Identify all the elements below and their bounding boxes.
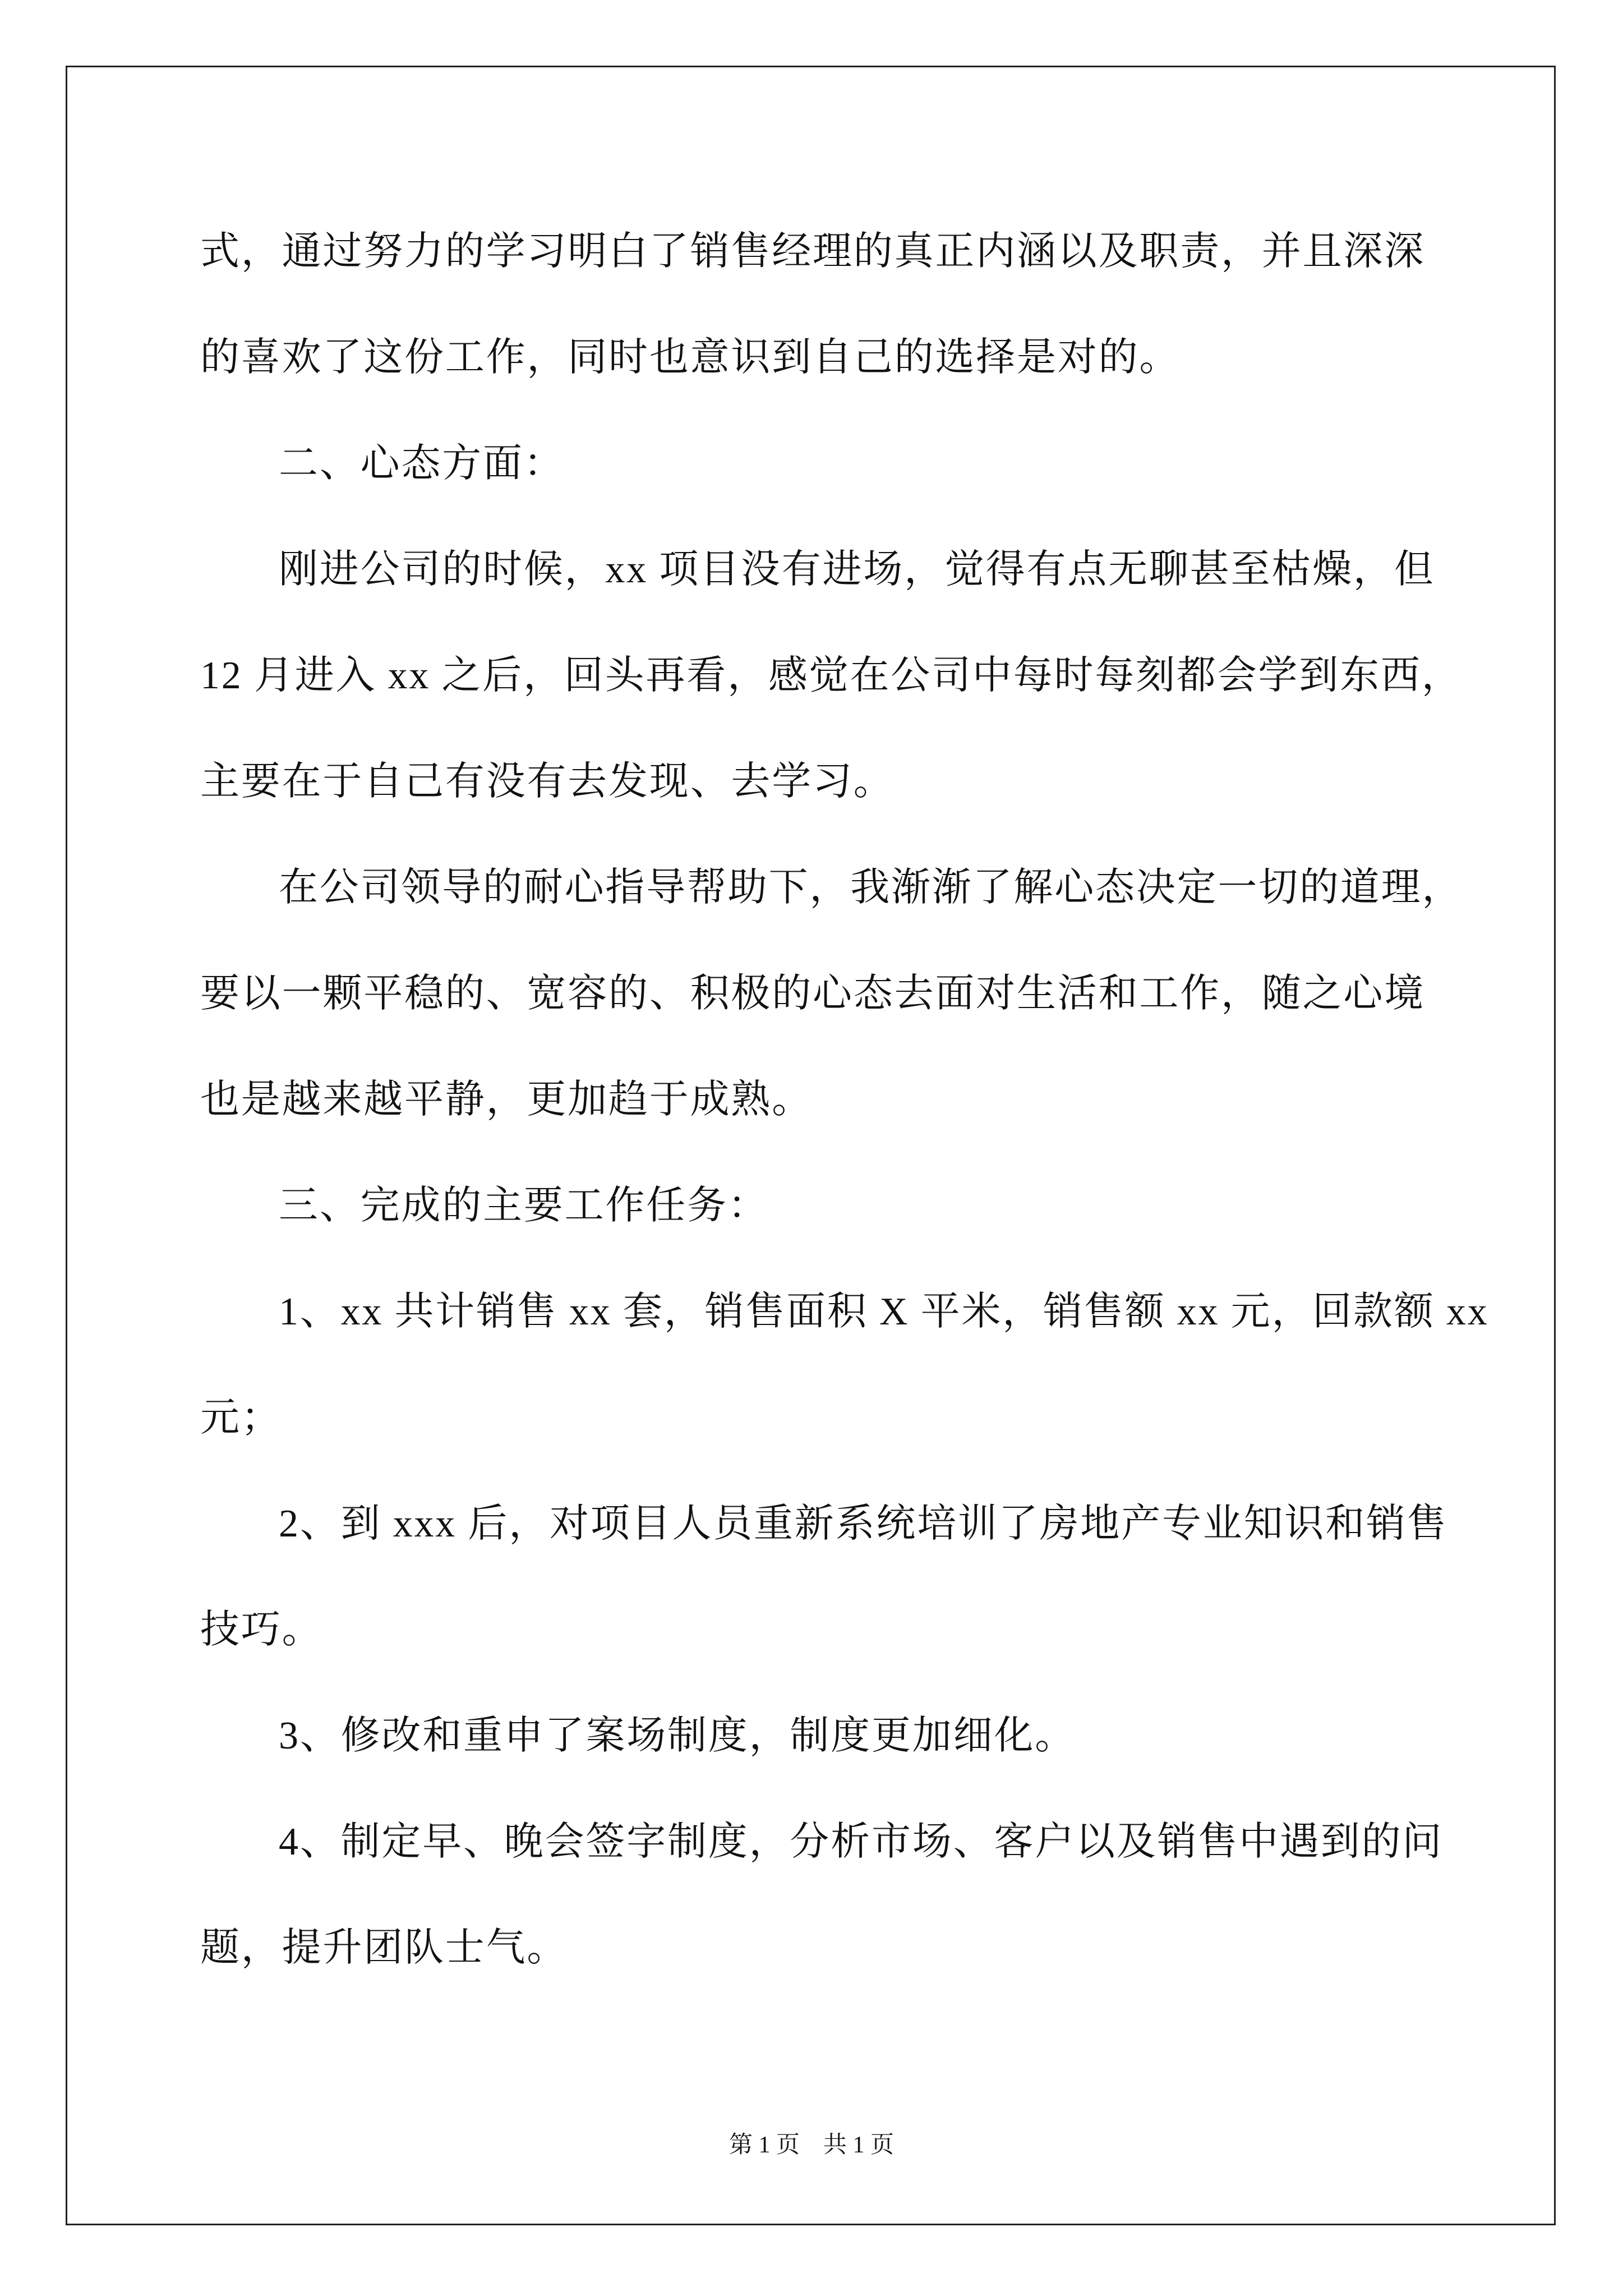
text-line: 刚进公司的时候，xx 项目没有进场，觉得有点无聊甚至枯燥，但 bbox=[279, 548, 1435, 591]
list-item bbox=[200, 1259, 1490, 1471]
paragraph bbox=[200, 835, 1490, 1153]
text-line: 要以一颗平稳的、宽容的、积极的心态去面对生活和工作，随之心境 bbox=[200, 972, 1425, 1015]
document-body bbox=[200, 199, 1490, 2001]
text-line: 12 月进入 xx 之后，回头再看，感觉在公司中每时每刻都会学到东西， bbox=[200, 654, 1463, 697]
text-line: 也是越来越平静，更加趋于成熟。 bbox=[200, 1078, 813, 1121]
text-line: 式，通过努力的学习明白了销售经理的真正内涵以及职责，并且深深 bbox=[200, 230, 1425, 273]
text-line: 三、完成的主要工作任务： bbox=[279, 1184, 769, 1227]
list-item bbox=[200, 1683, 1490, 1789]
paragraph-continuation bbox=[200, 199, 1490, 411]
text-line: 4、制定早、晚会签字制度，分析市场、客户以及销售中遇到的问 bbox=[279, 1820, 1444, 1864]
list-item bbox=[200, 1789, 1490, 2001]
text-line: 的喜欢了这份工作，同时也意识到自己的选择是对的。 bbox=[200, 336, 1181, 379]
text-line: 技巧。 bbox=[200, 1608, 323, 1651]
section-heading-tasks bbox=[200, 1153, 1490, 1259]
text-line: 1、xx 共计销售 xx 套，销售面积 X 平米，销售额 xx 元，回款额 xx bbox=[279, 1290, 1489, 1333]
text-line: 主要在于自己有没有去发现、去学习。 bbox=[200, 760, 895, 803]
text-line: 二、心态方面： bbox=[279, 442, 565, 485]
section-heading-mindset bbox=[200, 411, 1490, 517]
text-line: 元； bbox=[200, 1396, 282, 1439]
text-line: 3、修改和重申了案场制度，制度更加细化。 bbox=[279, 1714, 1076, 1757]
page-footer: 第 1 页 共 1 页 bbox=[728, 2132, 894, 2158]
list-item bbox=[200, 1471, 1490, 1683]
text-line: 题，提升团队士气。 bbox=[200, 1926, 568, 1970]
text-line: 在公司领导的耐心指导帮助下，我渐渐了解心态决定一切的道理， bbox=[279, 866, 1463, 909]
text-line: 2、到 xxx 后，对项目人员重新系统培训了房地产专业知识和销售 bbox=[279, 1502, 1448, 1545]
paragraph bbox=[200, 517, 1490, 835]
